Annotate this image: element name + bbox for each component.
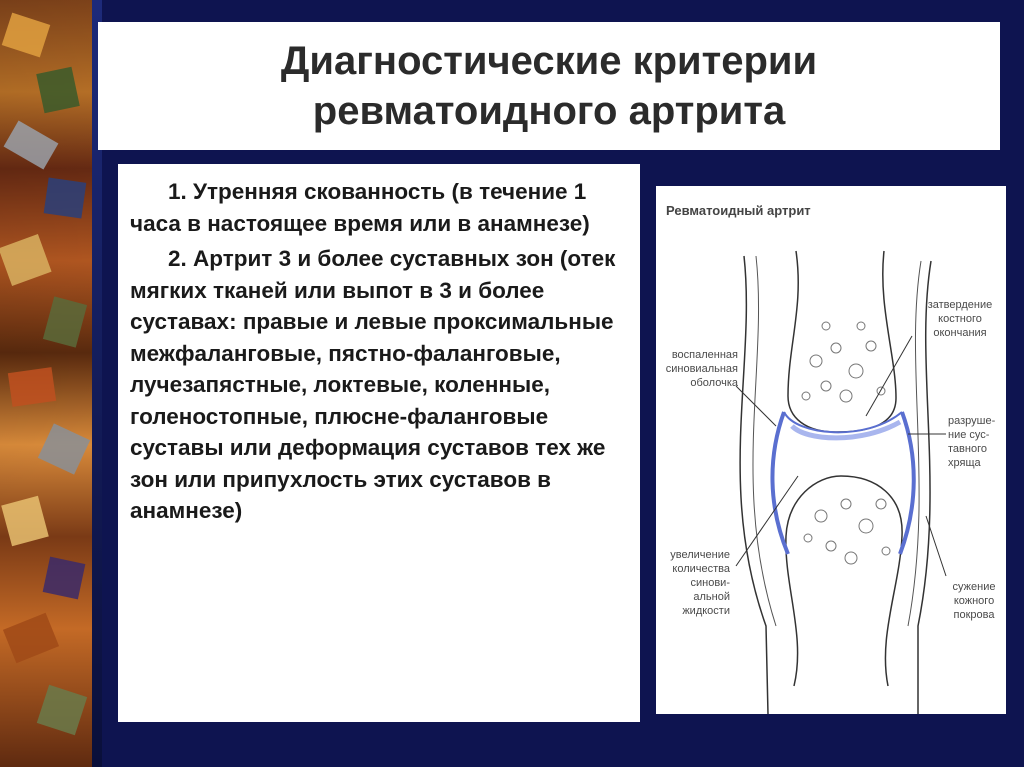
title-panel [98, 22, 1000, 150]
label-cartilage-destruction: разруше- ние сус- тавного хряща [948, 415, 996, 469]
page-title-line-2: ревматоидного артрита [312, 89, 786, 133]
criterion-2: 2. Артрит 3 и более суставных зон (отек мягких тканей или выпот в 3 и более суставах: правые и левые проксимальные межфаланговые, пястно-фаланговые, лучезапястные, локтевые, коленные, голеностопные, плюсне-фаланговые суставы или деформация суставов тех же зон или припухлость этих суставов в анамнезе) [130, 246, 616, 523]
criterion-1: 1. Утренняя скованность (в течение 1 часа в настоящее время или в анамнезе) [130, 179, 590, 236]
decorative-mosaic-border [0, 0, 92, 767]
label-skin-narrowing: сужение кожного покрова [952, 581, 996, 621]
diagram-title: Ревматоидный артрит [666, 203, 811, 218]
criteria-text-panel [118, 164, 640, 722]
joint-diagram-panel [656, 186, 1006, 714]
label-bone-hardening: затвердение костного окончания [927, 299, 993, 339]
label-inflamed-synovium: воспаленная синовиальная оболочка [665, 349, 738, 389]
page-title-line-1: Диагностические критерии [280, 39, 818, 83]
label-synovial-fluid: увеличение количества синови- альной жидкости [670, 549, 730, 617]
